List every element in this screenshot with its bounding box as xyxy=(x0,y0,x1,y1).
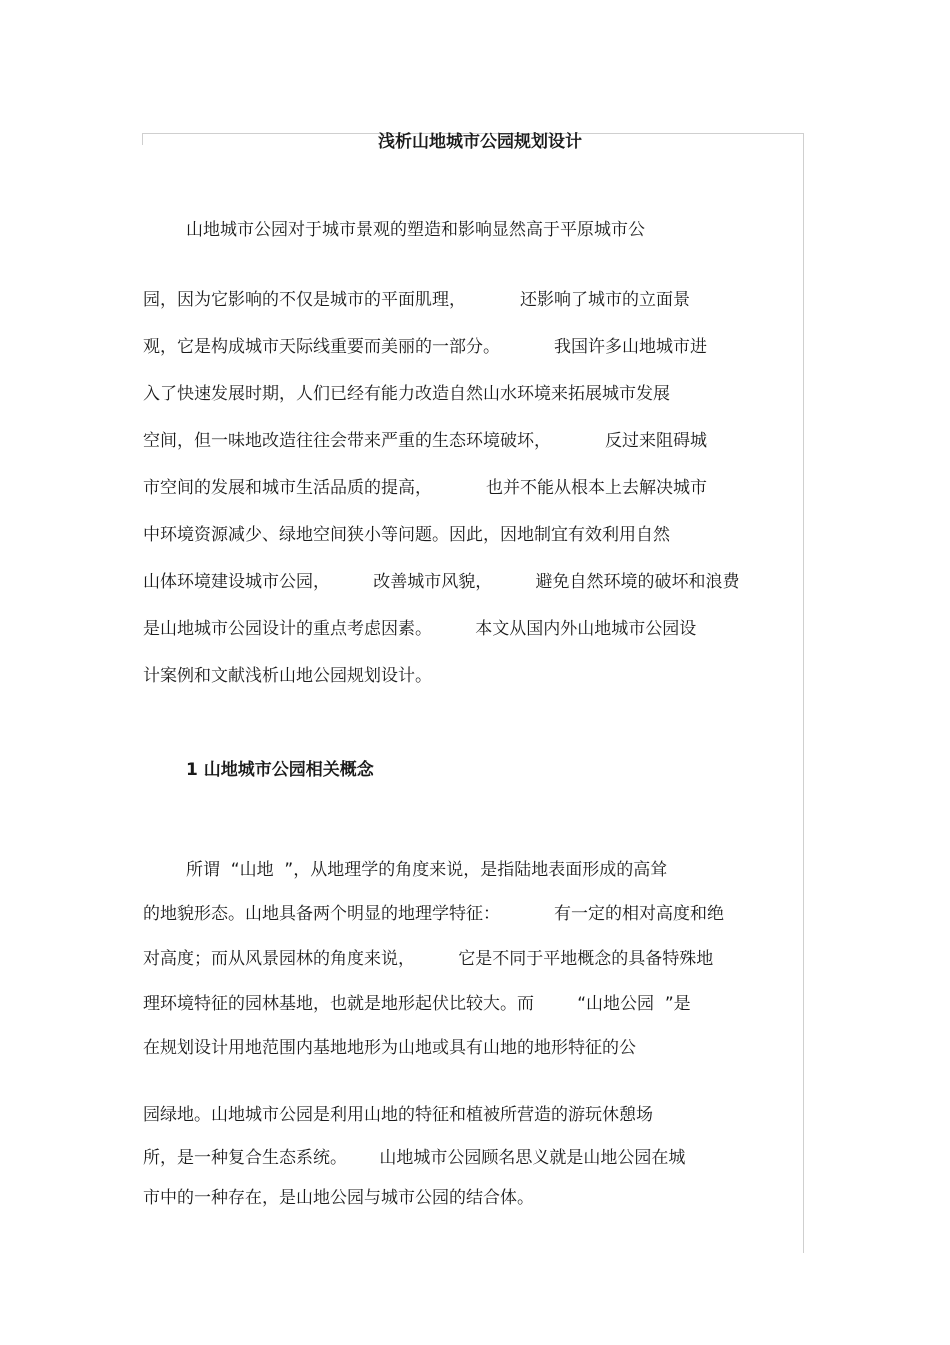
text-line: 园，因为它影响的不仅是城市的平面肌理， 还影响了城市的立面景 xyxy=(143,290,691,310)
section-heading: 1 山地城市公园相关概念 xyxy=(186,760,374,780)
text-line: 山地城市公园对于城市景观的塑造和影响显然高于平原城市公 xyxy=(186,220,645,240)
text-line: 观，它是构成城市天际线重要而美丽的一部分。 我国许多山地城市进 xyxy=(143,337,708,357)
text-line: 是山地城市公园设计的重点考虑因素。 本文从国内外山地城市公园设 xyxy=(143,619,697,639)
text-line: 对高度；而从风景园林的角度来说， 它是不同于平地概念的具备特殊地 xyxy=(143,949,714,969)
text-line: 园绿地。山地城市公园是利用山地的特征和植被所营造的游玩休憩场 xyxy=(143,1105,653,1125)
text-line: 山体环境建设城市公园， 改善城市风貌， 避免自然环境的破坏和浪费 xyxy=(143,572,740,592)
document-title: 浅析山地城市公园规划设计 xyxy=(378,132,582,152)
text-line: 空间，但一味地改造往往会带来严重的生态环境破坏， 反过来阻碍城 xyxy=(143,431,708,451)
text-line: 市空间的发展和城市生活品质的提高， 也并不能从根本上去解决城市 xyxy=(143,478,708,498)
text-line: 中环境资源减少、绿地空间狭小等问题。因此，因地制宜有效利用自然 xyxy=(143,525,670,545)
text-line: 的地貌形态。山地具备两个明显的地理学特征： 有一定的相对高度和绝 xyxy=(143,904,725,924)
text-line: 在规划设计用地范围内基地地形为山地或具有山地的地形特征的公 xyxy=(143,1038,636,1058)
text-line: 计案例和文献浅析山地公园规划设计。 xyxy=(143,666,432,686)
text-line: 所谓 “山地 ”，从地理学的角度来说，是指陆地表面形成的高耸 xyxy=(186,860,668,880)
text-line: 入了快速发展时期，人们已经有能力改造自然山水环境来拓展城市发展 xyxy=(143,384,670,404)
page-frame-right-border xyxy=(803,133,804,1253)
text-line: 市中的一种存在，是山地公园与城市公园的结合体。 xyxy=(143,1188,534,1208)
text-line: 理环境特征的园林基地，也就是地形起伏比较大。而 “山地公园 ”是 xyxy=(143,994,691,1014)
text-line: 所，是一种复合生态系统。 山地城市公园顾名思义就是山地公园在城 xyxy=(143,1148,686,1168)
